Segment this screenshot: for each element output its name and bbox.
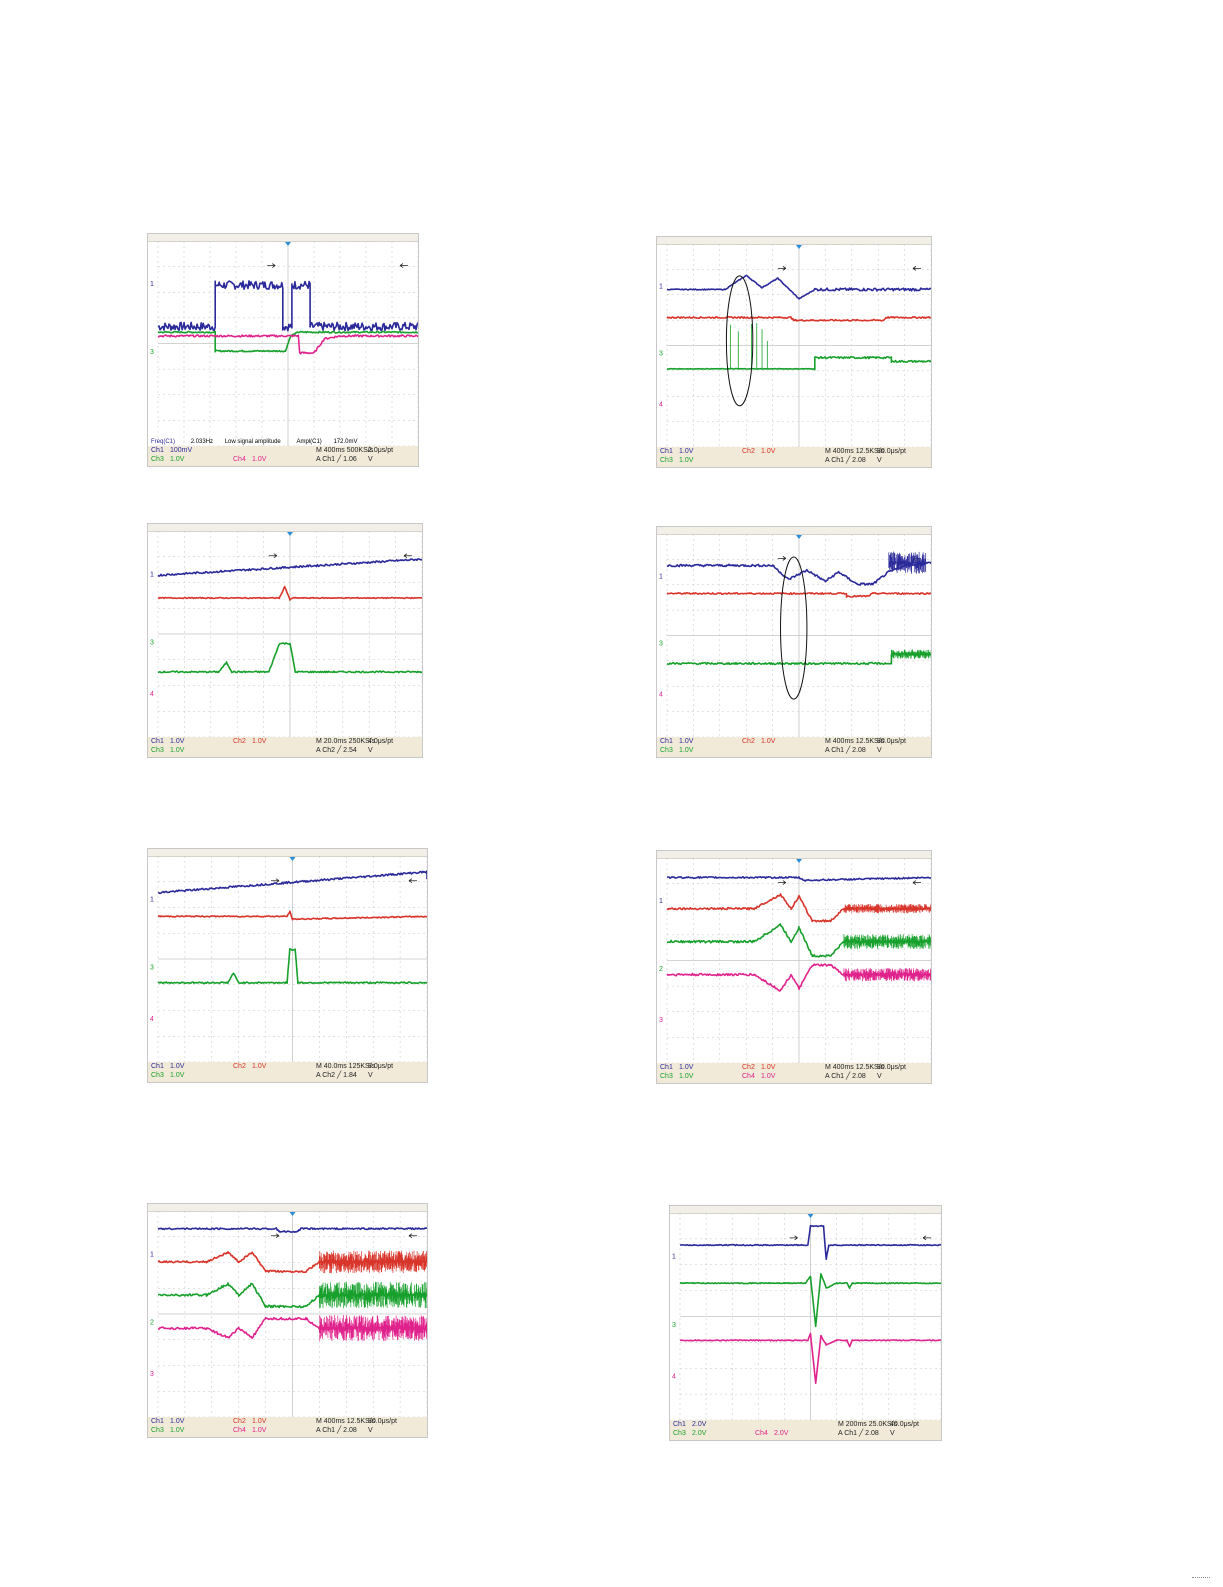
scope-screenshot-8 <box>669 1205 942 1441</box>
readout-row2-cell: 1.0V <box>252 456 267 463</box>
readout-row2-cell: 1.0V <box>170 1072 185 1079</box>
readout-row2-cell: 1.0V <box>679 747 694 754</box>
scope-screenshot-2 <box>656 236 932 468</box>
scope-graticule <box>657 244 931 447</box>
readout-row1-cell: 1.0V <box>761 1064 776 1071</box>
readout-row2-cell: 1.0V <box>170 456 185 463</box>
readout-row2-cell: A Ch1 ╱ 1.06 <box>316 456 357 463</box>
readout-row1-cell: Ch2 <box>742 1064 755 1071</box>
graticule-lines <box>158 856 427 1062</box>
channel-ground-marker-icon: 3 <box>150 639 154 647</box>
readout-row1-cell: Ch2 <box>742 448 755 455</box>
trigger-position-arrow-icon <box>271 879 279 883</box>
readout-row1-cell: 1.0V <box>170 1418 185 1425</box>
trace-burst-ch2-burst <box>319 1251 427 1274</box>
channel-ground-marker-icon: 3 <box>672 1321 676 1329</box>
readout-row2-cell: V <box>877 747 882 754</box>
readout-row2-cell: V <box>890 1430 895 1437</box>
readout-row2-cell: 1.0V <box>170 1427 185 1434</box>
readout-row2-cell: A Ch1 ╱ 2.08 <box>838 1430 879 1437</box>
readout-row1-cell: M 400ms 12.5KS/s <box>316 1418 376 1425</box>
readout-row1-cell: M 400ms 12.5KS/s <box>825 1064 885 1071</box>
readout-row2-cell: Ch4 <box>233 456 246 463</box>
channel-ground-marker-icon: 1 <box>150 571 154 579</box>
readout-row1-cell: M 400ms 12.5KS/s <box>825 738 885 745</box>
readout-row2-cell: 1.0V <box>679 1073 694 1080</box>
readout-row1-cell: 8.0μs/pt <box>368 1063 394 1070</box>
trace-burst-ch3-burst <box>891 650 931 659</box>
readout-row1-cell: Ch1 <box>151 738 164 745</box>
trace-burst-ch4-burst <box>319 1315 427 1341</box>
readout-row2-cell: Ch3 <box>151 1427 164 1434</box>
readout-row1-cell: M 400ms 500KS/s <box>316 447 374 454</box>
scope-readout <box>657 1063 931 1083</box>
readout-row2-cell: A Ch1 ╱ 2.08 <box>825 747 866 754</box>
channel-ground-marker-icon: 1 <box>659 283 663 291</box>
readout-row1-cell: 80.0μs/pt <box>877 738 906 745</box>
graticule-lines <box>667 244 931 447</box>
scope-graticule <box>670 1213 941 1420</box>
readout-row1-cell: 80.0μs/pt <box>368 1418 397 1425</box>
readout-row1-cell: 1.0V <box>252 1063 267 1070</box>
readout-row2-cell: 1.0V <box>679 457 694 464</box>
readout-row2-cell: Ch3 <box>151 456 164 463</box>
readout-row2-cell: Ch3 <box>660 747 673 754</box>
readout-row2-cell: V <box>877 1073 882 1080</box>
trace-burst-ch2-burst <box>844 904 931 913</box>
readout-row1-cell: 100mV <box>170 447 193 454</box>
readout-row1-cell: 1.0V <box>252 738 267 745</box>
scope-readout <box>148 1062 427 1082</box>
scope-readout <box>148 737 422 757</box>
readout-row1-cell: M 20.0ms 250KS/s <box>316 738 376 745</box>
trigger-level-arrow-icon <box>913 881 921 885</box>
readout-row1-cell: 1.0V <box>761 738 776 745</box>
channel-ground-marker-icon: 2 <box>659 965 663 973</box>
channel-ground-marker-icon: 3 <box>150 1370 154 1378</box>
channel-ground-marker-icon: 4 <box>672 1373 676 1381</box>
trigger-marker-icon <box>808 1214 814 1218</box>
channel-ground-marker-icon: 3 <box>659 640 663 648</box>
channel-ground-marker-icon: 1 <box>150 281 154 289</box>
trigger-position-arrow-icon <box>267 264 275 268</box>
readout-row2-cell: 1.0V <box>252 1427 267 1434</box>
readout-row2-cell: 2.0V <box>774 1430 789 1437</box>
scope-graticule <box>657 858 931 1063</box>
readout-row1-cell: Ch2 <box>742 738 755 745</box>
readout-row1-cell: Ch1 <box>660 448 673 455</box>
readout-row1-cell: 1.0V <box>679 1064 694 1071</box>
channel-ground-marker-icon: 2 <box>150 1319 154 1327</box>
meas-label-freq: Freq(C1) <box>151 439 176 445</box>
trigger-position-arrow-icon <box>269 554 277 558</box>
readout-row1-cell: Ch2 <box>233 1418 246 1425</box>
readout-row2-cell: Ch3 <box>151 747 164 754</box>
trigger-position-arrow-icon <box>778 556 786 560</box>
readout-row2-cell: A Ch1 ╱ 2.08 <box>825 1073 866 1080</box>
readout-row1-cell: 80.0μs/pt <box>877 1064 906 1071</box>
trace-burst-ch1-burst <box>889 551 926 573</box>
channel-ground-marker-icon: 4 <box>150 1015 154 1023</box>
meas-value-freq: 2.033Hz <box>190 439 214 445</box>
channel-ground-marker-icon: 3 <box>659 1017 663 1024</box>
readout-row1-cell: Ch1 <box>660 738 673 745</box>
readout-row2-cell: V <box>368 747 373 754</box>
channel-ground-marker-icon: 1 <box>672 1253 676 1261</box>
scope-screenshot-3 <box>147 523 423 758</box>
readout-row1-cell: 80.0μs/pt <box>877 448 906 455</box>
annotation-ellipse <box>781 557 807 699</box>
readout-row1-cell: 2.0μs/pt <box>368 447 394 454</box>
scope-graticule <box>148 1211 427 1417</box>
scope-graticule <box>148 241 418 446</box>
channel-ground-marker-icon: 1 <box>659 898 663 906</box>
readout-row1-cell: 1.0V <box>170 1063 185 1070</box>
readout-row2-cell: Ch4 <box>742 1073 755 1080</box>
readout-row1-cell: M 40.0ms 125KS/s <box>316 1063 376 1070</box>
readout-row1-cell: Ch1 <box>151 1063 164 1070</box>
scope-screenshot-5 <box>147 848 428 1083</box>
readout-row1-cell: Ch1 <box>660 1064 673 1071</box>
readout-row1-cell: 40.0μs/pt <box>890 1421 919 1428</box>
readout-row1-cell: Ch1 <box>151 1418 164 1425</box>
readout-row1-cell: Ch1 <box>151 447 164 454</box>
trace-burst-ch4-burst <box>844 968 931 981</box>
trigger-marker-icon <box>796 859 802 863</box>
channel-ground-marker-icon: 3 <box>150 348 154 356</box>
readout-row2-cell: V <box>877 457 882 464</box>
trigger-marker-icon <box>796 245 802 249</box>
meas-label-ampl: Ampl(C1) <box>296 439 322 445</box>
meas-value-ampl: 172.0mV <box>333 439 358 445</box>
trigger-marker-icon <box>796 535 802 539</box>
scope-screenshot-4 <box>656 526 932 758</box>
scope-readout <box>148 1417 427 1437</box>
trigger-level-arrow-icon <box>923 1236 931 1240</box>
scope-screenshot-6 <box>656 850 932 1084</box>
readout-row2-cell: 2.0V <box>692 1430 707 1437</box>
readout-row2-cell: Ch3 <box>673 1430 686 1437</box>
readout-row2-cell: A Ch2 ╱ 2.54 <box>316 747 357 754</box>
readout-row2-cell: Ch3 <box>151 1072 164 1079</box>
readout-row2-cell: V <box>368 1427 373 1434</box>
graticule-lines <box>158 1211 427 1417</box>
scope-readout <box>670 1420 941 1440</box>
page-corner-mark <box>1192 1577 1210 1581</box>
channel-ground-marker-icon: 3 <box>659 350 663 358</box>
scope-screenshot-7 <box>147 1203 428 1438</box>
trigger-marker-icon <box>290 1212 296 1216</box>
scope-readout <box>657 447 931 467</box>
channel-ground-marker-icon: 1 <box>150 1251 154 1259</box>
channel-ground-marker-icon: 1 <box>150 896 154 904</box>
readout-row1-cell: 1.0V <box>679 448 694 455</box>
readout-row1-cell: 2.0V <box>692 1421 707 1428</box>
graticule-lines <box>667 858 931 1063</box>
readout-row2-cell: V <box>368 456 373 463</box>
channel-ground-marker-icon: 4 <box>659 401 663 409</box>
readout-row1-cell: 1.0V <box>170 738 185 745</box>
trigger-level-arrow-icon <box>409 1234 417 1238</box>
readout-row2-cell: A Ch1 ╱ 2.08 <box>316 1427 357 1434</box>
trigger-position-arrow-icon <box>790 1236 798 1240</box>
meas-warning: Low signal amplitude <box>224 439 281 445</box>
readout-row1-cell: Ch2 <box>233 1063 246 1070</box>
trigger-position-arrow-icon <box>778 266 786 270</box>
readout-row2-cell: Ch3 <box>660 457 673 464</box>
trace-burst-ch3-burst <box>319 1282 427 1308</box>
measurement-row <box>151 438 357 446</box>
readout-row2-cell: A Ch1 ╱ 2.08 <box>825 457 866 464</box>
trigger-marker-icon <box>287 532 293 536</box>
channel-ground-marker-icon: 1 <box>659 573 663 581</box>
channel-ground-marker-icon: 4 <box>659 691 663 699</box>
channel-ground-marker-icon: 4 <box>150 690 154 698</box>
scope-readout <box>148 446 418 466</box>
readout-row2-cell: 1.0V <box>170 747 185 754</box>
readout-row1-cell: M 200ms 25.0KS/s <box>838 1421 898 1428</box>
readout-row2-cell: Ch3 <box>660 1073 673 1080</box>
readout-row1-cell: Ch1 <box>673 1421 686 1428</box>
readout-row1-cell: 1.0V <box>252 1418 267 1425</box>
readout-row2-cell: Ch4 <box>233 1427 246 1434</box>
scope-graticule <box>657 534 931 737</box>
scope-graticule <box>148 531 422 737</box>
channel-ground-marker-icon: 3 <box>150 964 154 972</box>
trigger-level-arrow-icon <box>913 266 921 270</box>
readout-row2-cell: 1.0V <box>761 1073 776 1080</box>
readout-row2-cell: A Ch2 ╱ 1.84 <box>316 1072 357 1079</box>
scope-readout <box>657 737 931 757</box>
readout-row1-cell: 1.0V <box>679 738 694 745</box>
trigger-position-arrow-icon <box>778 881 786 885</box>
readout-row1-cell: 1.0V <box>761 448 776 455</box>
readout-row1-cell: M 400ms 12.5KS/s <box>825 448 885 455</box>
trigger-position-arrow-icon <box>271 1234 279 1238</box>
trigger-level-arrow-icon <box>404 554 412 558</box>
readout-row1-cell: 4.0μs/pt <box>368 738 394 745</box>
readout-row2-cell: Ch4 <box>755 1430 768 1437</box>
trigger-marker-icon <box>285 242 291 246</box>
scope-graticule <box>148 856 427 1062</box>
readout-row1-cell: Ch2 <box>233 738 246 745</box>
trigger-level-arrow-icon <box>409 879 417 883</box>
trigger-level-arrow-icon <box>400 264 408 268</box>
trace-burst-ch3-burst <box>844 934 931 949</box>
scope-screenshot-1 <box>147 233 419 467</box>
readout-row2-cell: V <box>368 1072 373 1079</box>
trigger-marker-icon <box>290 857 296 861</box>
